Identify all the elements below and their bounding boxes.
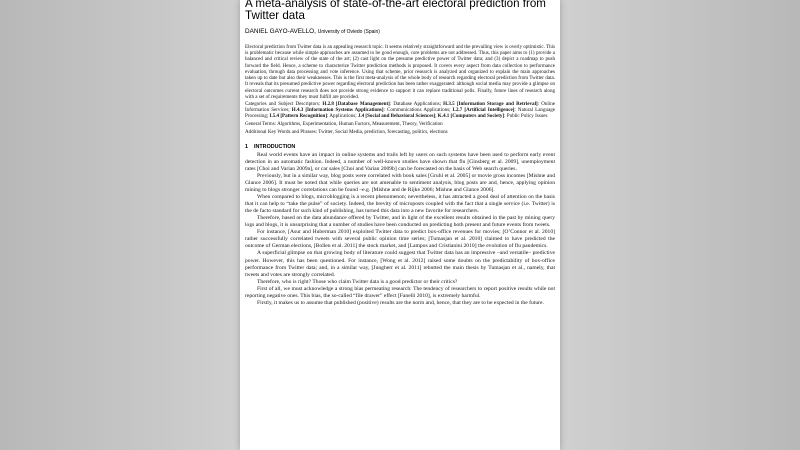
category-code: H.4.3 [Information Systems Applications] — [291, 106, 384, 113]
category-desc: : Public Policy Issues — [504, 113, 548, 120]
body-paragraph: First of all, we must acknowledge a strong bias permeating research: The tendency of researchers to report positive results while not reporting negative ones. This bias, the so-called “file drawer” effect [Fanelli 2010], is extremely harmful. — [245, 285, 555, 299]
category-desc: ; — [435, 113, 438, 120]
left-background — [0, 0, 240, 450]
category-code: I.5.4 [Pattern Recognition] — [269, 113, 328, 120]
body-paragraph: Therefore, who is right? Those who claim Twitter data is a good predictor or their critics? — [257, 278, 458, 285]
page-content — [245, 0, 555, 307]
general-terms: General Terms: Algorithms, Experimentation, Human Factors, Measurement, Theory, Verification — [245, 120, 443, 127]
category-code: L2.7 [Artificial Intelligence] — [452, 106, 515, 113]
category-desc: : Applications; — [327, 113, 358, 120]
section-number: 1 — [245, 143, 248, 150]
section-heading — [245, 144, 555, 150]
category-code: J.4 [Social and Behavioral Sciences] — [357, 113, 436, 120]
paper-title: A meta-analysis of state-of-the-art electoral prediction from Twitter data — [245, 0, 546, 23]
author-affiliation: University of Oviedo (Spain) — [317, 28, 380, 35]
document-page[interactable] — [240, 0, 560, 450]
body-paragraph: Previously, but in a similar way, blog posts were correlated with book sales [Gruhl et al. 2005] or movie gross incomes [Mishne and Glance 2006]. It must be noted that while queries are not amenable to sentiment analysis, blog posts are and, hence, applying opinion mining to blogs stronger correlations can be found –e.g. [Mishne and de Rijke 2006; Mishne and Glance 2006]. — [245, 172, 555, 194]
body-paragraph: When compared to blogs, microblogging is a recent phenomenon; nevertheless, it has attracted a good deal of attention on the basis that it can help to “take the pulse” of society. Indeed, the brevity of microposts coupled with the fact that a single service (i.e. Twitter) is the de facto standard for such kind of publishing, has turned this data into a new favorite for researchers. — [245, 194, 555, 215]
categories-prefix: Categories and Subject Descriptors: — [245, 100, 323, 107]
category-desc: : Database Applications; — [389, 100, 444, 107]
author-line — [245, 28, 555, 35]
category-code: K.4.1 [Computers and Society] — [437, 113, 505, 120]
category-desc: : Natural Language Processing; — [245, 106, 556, 120]
categories-and-subject-descriptors — [245, 101, 555, 120]
category-desc: : Communications Applications; — [383, 106, 453, 113]
author-name: DANIEL GAYO-AVELLO, — [245, 27, 316, 35]
section-title: INTRODUCTION — [254, 143, 296, 150]
category-code: H.2.8 [Database Management] — [322, 100, 390, 107]
right-background — [560, 0, 800, 450]
category-desc: : Online Information Services; — [245, 100, 555, 113]
keywords: Additional Key Words and Phrases: Twitter, Social Media, prediction, forecasting, politics, elections — [245, 128, 448, 135]
body-paragraph: For instance, [Asur and Huberman 2010] exploited Twitter data to predict box-office revenues for movies; [O’Connor et al. 2010] rather successfully correlated tweets with several public opinion time series; [Tumasjan et al. 2010] claimed to have predicted the outcome of German elections, [Bollen et al. 2011] the stock market, and [Lampos and Cristianini 2010] the evolution of flu pandemics. — [245, 229, 555, 250]
category-code: H.3.5 [Information Storage and Retrieval] — [443, 100, 538, 107]
body-paragraph: Firstly, it makes us to assume that published (positive) results are the norm and, hence, that they are to be expected in the future. — [257, 299, 544, 306]
abstract: Electoral prediction from Twitter data is an appealing research topic. It seems relatively straightforward and the prevailing view is overly optimistic. This is problematic because while simple approaches are assumed to be good enough, core problems are not addressed. Thus, this paper aims to (1) provide a balanced and critical review of the state of the art; (2) cast light on the presume predictive power of Twitter data; and (3) depict a roadmap to push forward the field. Hence, a scheme to characterize Twitter prediction methods is proposed. It covers every aspect from data collection to performance evaluation, through data processing and vote inference. Using that scheme, prior research is analyzed and organized to explain the main approaches taken up to date but also their weaknesses. This is the first meta-analysis of the whole body of research regarding electoral prediction from Twitter data. It reveals that its presumed predictive power regarding electoral prediction has been rather exaggerated: although social media may provide a glimpse on electoral outcomes current research does not provide strong evidence to support it can replace traditional polls. Finally, future lines of research along with a set of requirements they must fulfill are provided. — [245, 43, 555, 100]
body-paragraph: Real world events have an impact in online systems and trails left by users on such systems have been used to perform early event detection in an automatic fashion. Indeed, a number of well-known studies have shown that flu [Ginsberg et al. 2009], unemployment rates [Choi and Varian 2009a], or car sales [Choi and Varian 2009b] can be forecasted on the basis of Web search queries. — [245, 151, 555, 172]
body-paragraph: A superficial glimpse on that growing body of literature could suggest that Twitter data has an impressive –and versatile– predictive power. However, this has been questioned. For instance, [Wong et al. 2012] raised some doubts on the predictability of box-office performance from Twitter data; and, in a similar way, [Jungherr et al. 2011] rebutted the main thesis by Tumasjan et al., namely, that tweets and votes are strongly correlated. — [245, 250, 555, 278]
body-paragraph: Therefore, based on the data abundance offered by Twitter, and in light of the excellent results obtained in the past by mining query logs and blogs, it is unsurprising that a number of studies have been conducted on predicting both present and future events from tweets. — [245, 215, 555, 229]
